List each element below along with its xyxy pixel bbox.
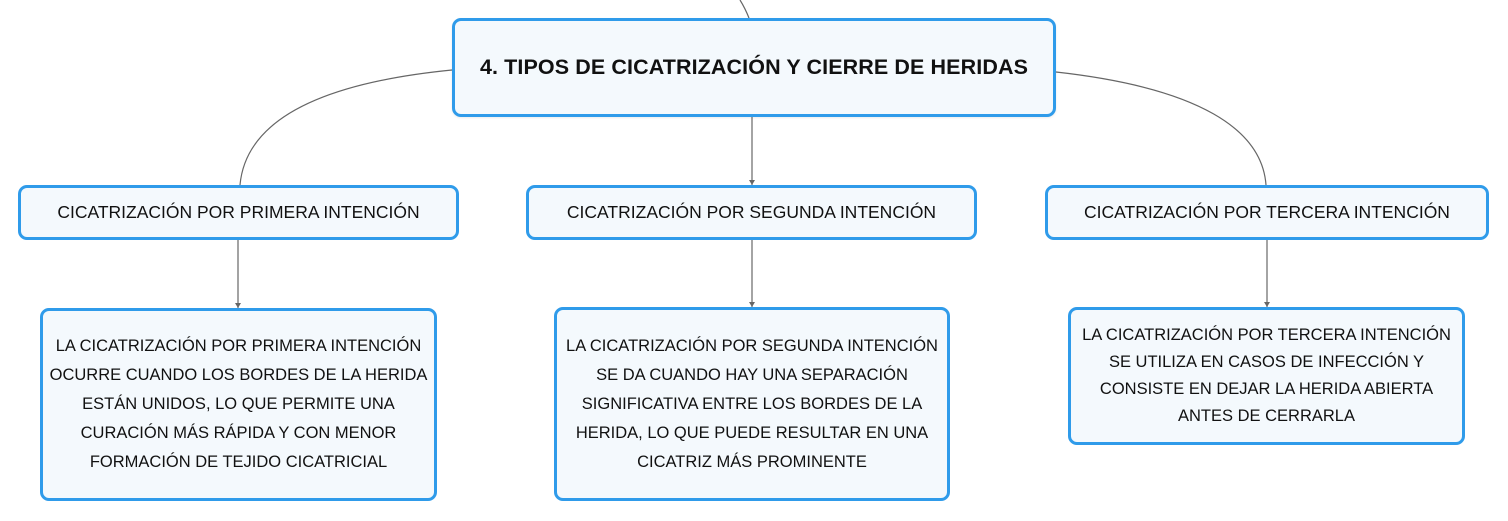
topic-primera-intencion[interactable] (18, 185, 459, 240)
topic-label: CICATRIZACIÓN POR SEGUNDA INTENCIÓN (566, 202, 937, 222)
connector-root-to-branch-3 (1056, 72, 1266, 185)
topic-label: CICATRIZACIÓN POR TERCERA INTENCIÓN (1084, 202, 1450, 222)
root-topic[interactable] (452, 18, 1056, 117)
topic-label: CICATRIZACIÓN POR PRIMERA INTENCIÓN (57, 202, 420, 222)
subtopic-text: LA CICATRIZACIÓN POR PRIMERA INTENCIÓN OCURRE CUANDO LOS BORDES DE LA HERIDA ESTÁN UNIDOS, LO QUE PERMITE UNA CURACIÓN MÁS RÁPIDA Y CON MENOR FORMACIÓN DE TEJIDO CICATRICIAL (49, 337, 428, 471)
topic-tercera-intencion[interactable] (1045, 185, 1489, 240)
subtopic-primera-intencion-detail[interactable] (40, 308, 437, 501)
subtopic-tercera-intencion-detail[interactable] (1068, 307, 1465, 445)
subtopic-segunda-intencion-detail[interactable] (554, 307, 950, 501)
topic-segunda-intencion[interactable] (526, 185, 977, 240)
connector-parent-to-root (740, 0, 749, 18)
root-topic-label: 4. TIPOS DE CICATRIZACIÓN Y CIERRE DE HERIDAS (479, 55, 1029, 79)
connector-root-to-branch-1 (240, 70, 452, 185)
subtopic-text: LA CICATRIZACIÓN POR TERCERA INTENCIÓN SE UTILIZA EN CASOS DE INFECCIÓN Y CONSISTE EN DEJAR LA HERIDA ABIERTA ANTES DE CERRARLA (1082, 326, 1451, 425)
subtopic-text: LA CICATRIZACIÓN POR SEGUNDA INTENCIÓN SE DA CUANDO HAY UNA SEPARACIÓN SIGNIFICATIVA ENTRE LOS BORDES DE LA HERIDA, LO QUE PUEDE RESULTAR EN UNA CICATRIZ MÁS PROMINENTE (566, 336, 938, 471)
